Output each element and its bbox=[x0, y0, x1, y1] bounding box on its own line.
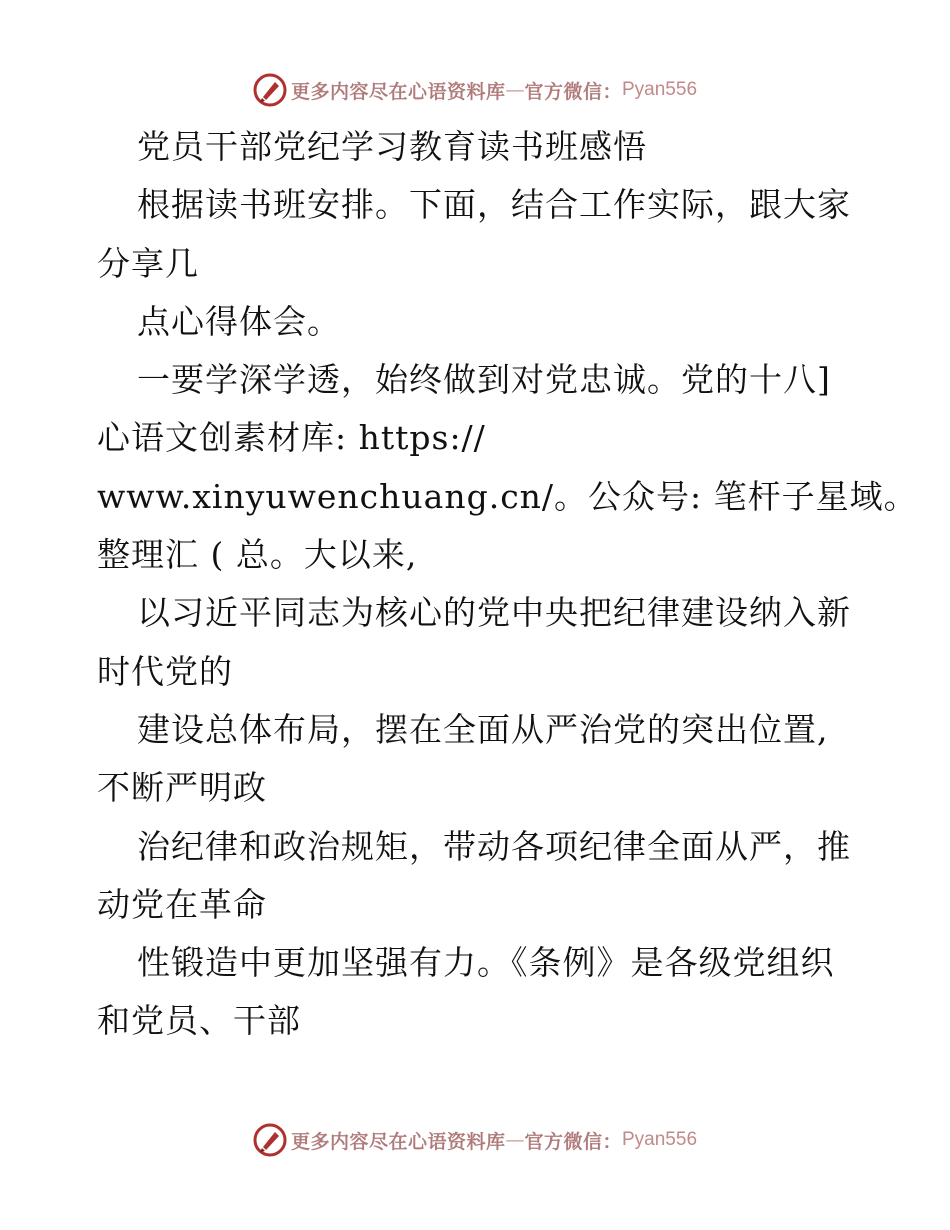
banner-separator: — bbox=[505, 1129, 525, 1151]
banner-separator: — bbox=[505, 79, 525, 101]
pen-nib-logo-icon bbox=[253, 1123, 287, 1157]
paragraph-line: 性锻造中更加坚强有力。《条例》是各级党组织 bbox=[137, 943, 835, 983]
paragraph-line: 心语文创素材库: https:// bbox=[97, 418, 486, 458]
banner-wechat-label: 官方微信： bbox=[524, 1130, 622, 1153]
paragraph-line: 不断严明政 bbox=[97, 768, 267, 808]
paragraph-line: 治纪律和政治规矩，带动各项纪律全面从严，推 bbox=[137, 826, 851, 866]
paragraph-line: 以习近平同志为核心的党中央把纪律建设纳入新 bbox=[137, 593, 851, 633]
paragraph-line: 根据读书班安排。下面，结合工作实际，跟大家 bbox=[137, 185, 851, 225]
banner-wechat-id: Pyan556 bbox=[622, 1129, 698, 1150]
paragraph-line: 和党员、干部 bbox=[97, 1001, 301, 1041]
banner-site-text: 更多内容尽在心语资料库 bbox=[290, 80, 506, 103]
paragraph-line: 整理汇 ( 总。大以来, bbox=[97, 535, 418, 575]
footer-banner bbox=[0, 1120, 950, 1160]
paragraph-line: 时代党的 bbox=[97, 651, 233, 691]
header-banner bbox=[0, 70, 950, 110]
paragraph-line: 动党在革命 bbox=[97, 884, 267, 924]
paragraph-line: 分享几 bbox=[97, 243, 199, 283]
banner-site-text: 更多内容尽在心语资料库 bbox=[290, 1130, 506, 1153]
paragraph-line: 点心得体会。 bbox=[137, 301, 341, 341]
pen-nib-logo-icon bbox=[253, 73, 287, 107]
banner-wechat-id: Pyan556 bbox=[622, 79, 698, 100]
paragraph-line: www.xinyuwenchuang.cn/。公众号: 笔杆子星域。 bbox=[97, 476, 918, 516]
paragraph-line: 建设总体布局，摆在全面从严治党的突出位置, bbox=[137, 709, 829, 749]
banner-wechat-label: 官方微信： bbox=[524, 80, 622, 103]
document-body bbox=[97, 118, 918, 1051]
document-title: 党员干部党纪学习教育读书班感悟 bbox=[137, 127, 647, 166]
paragraph-line: 一要学深学透，始终做到对党忠诚。党的十八] bbox=[137, 360, 831, 400]
